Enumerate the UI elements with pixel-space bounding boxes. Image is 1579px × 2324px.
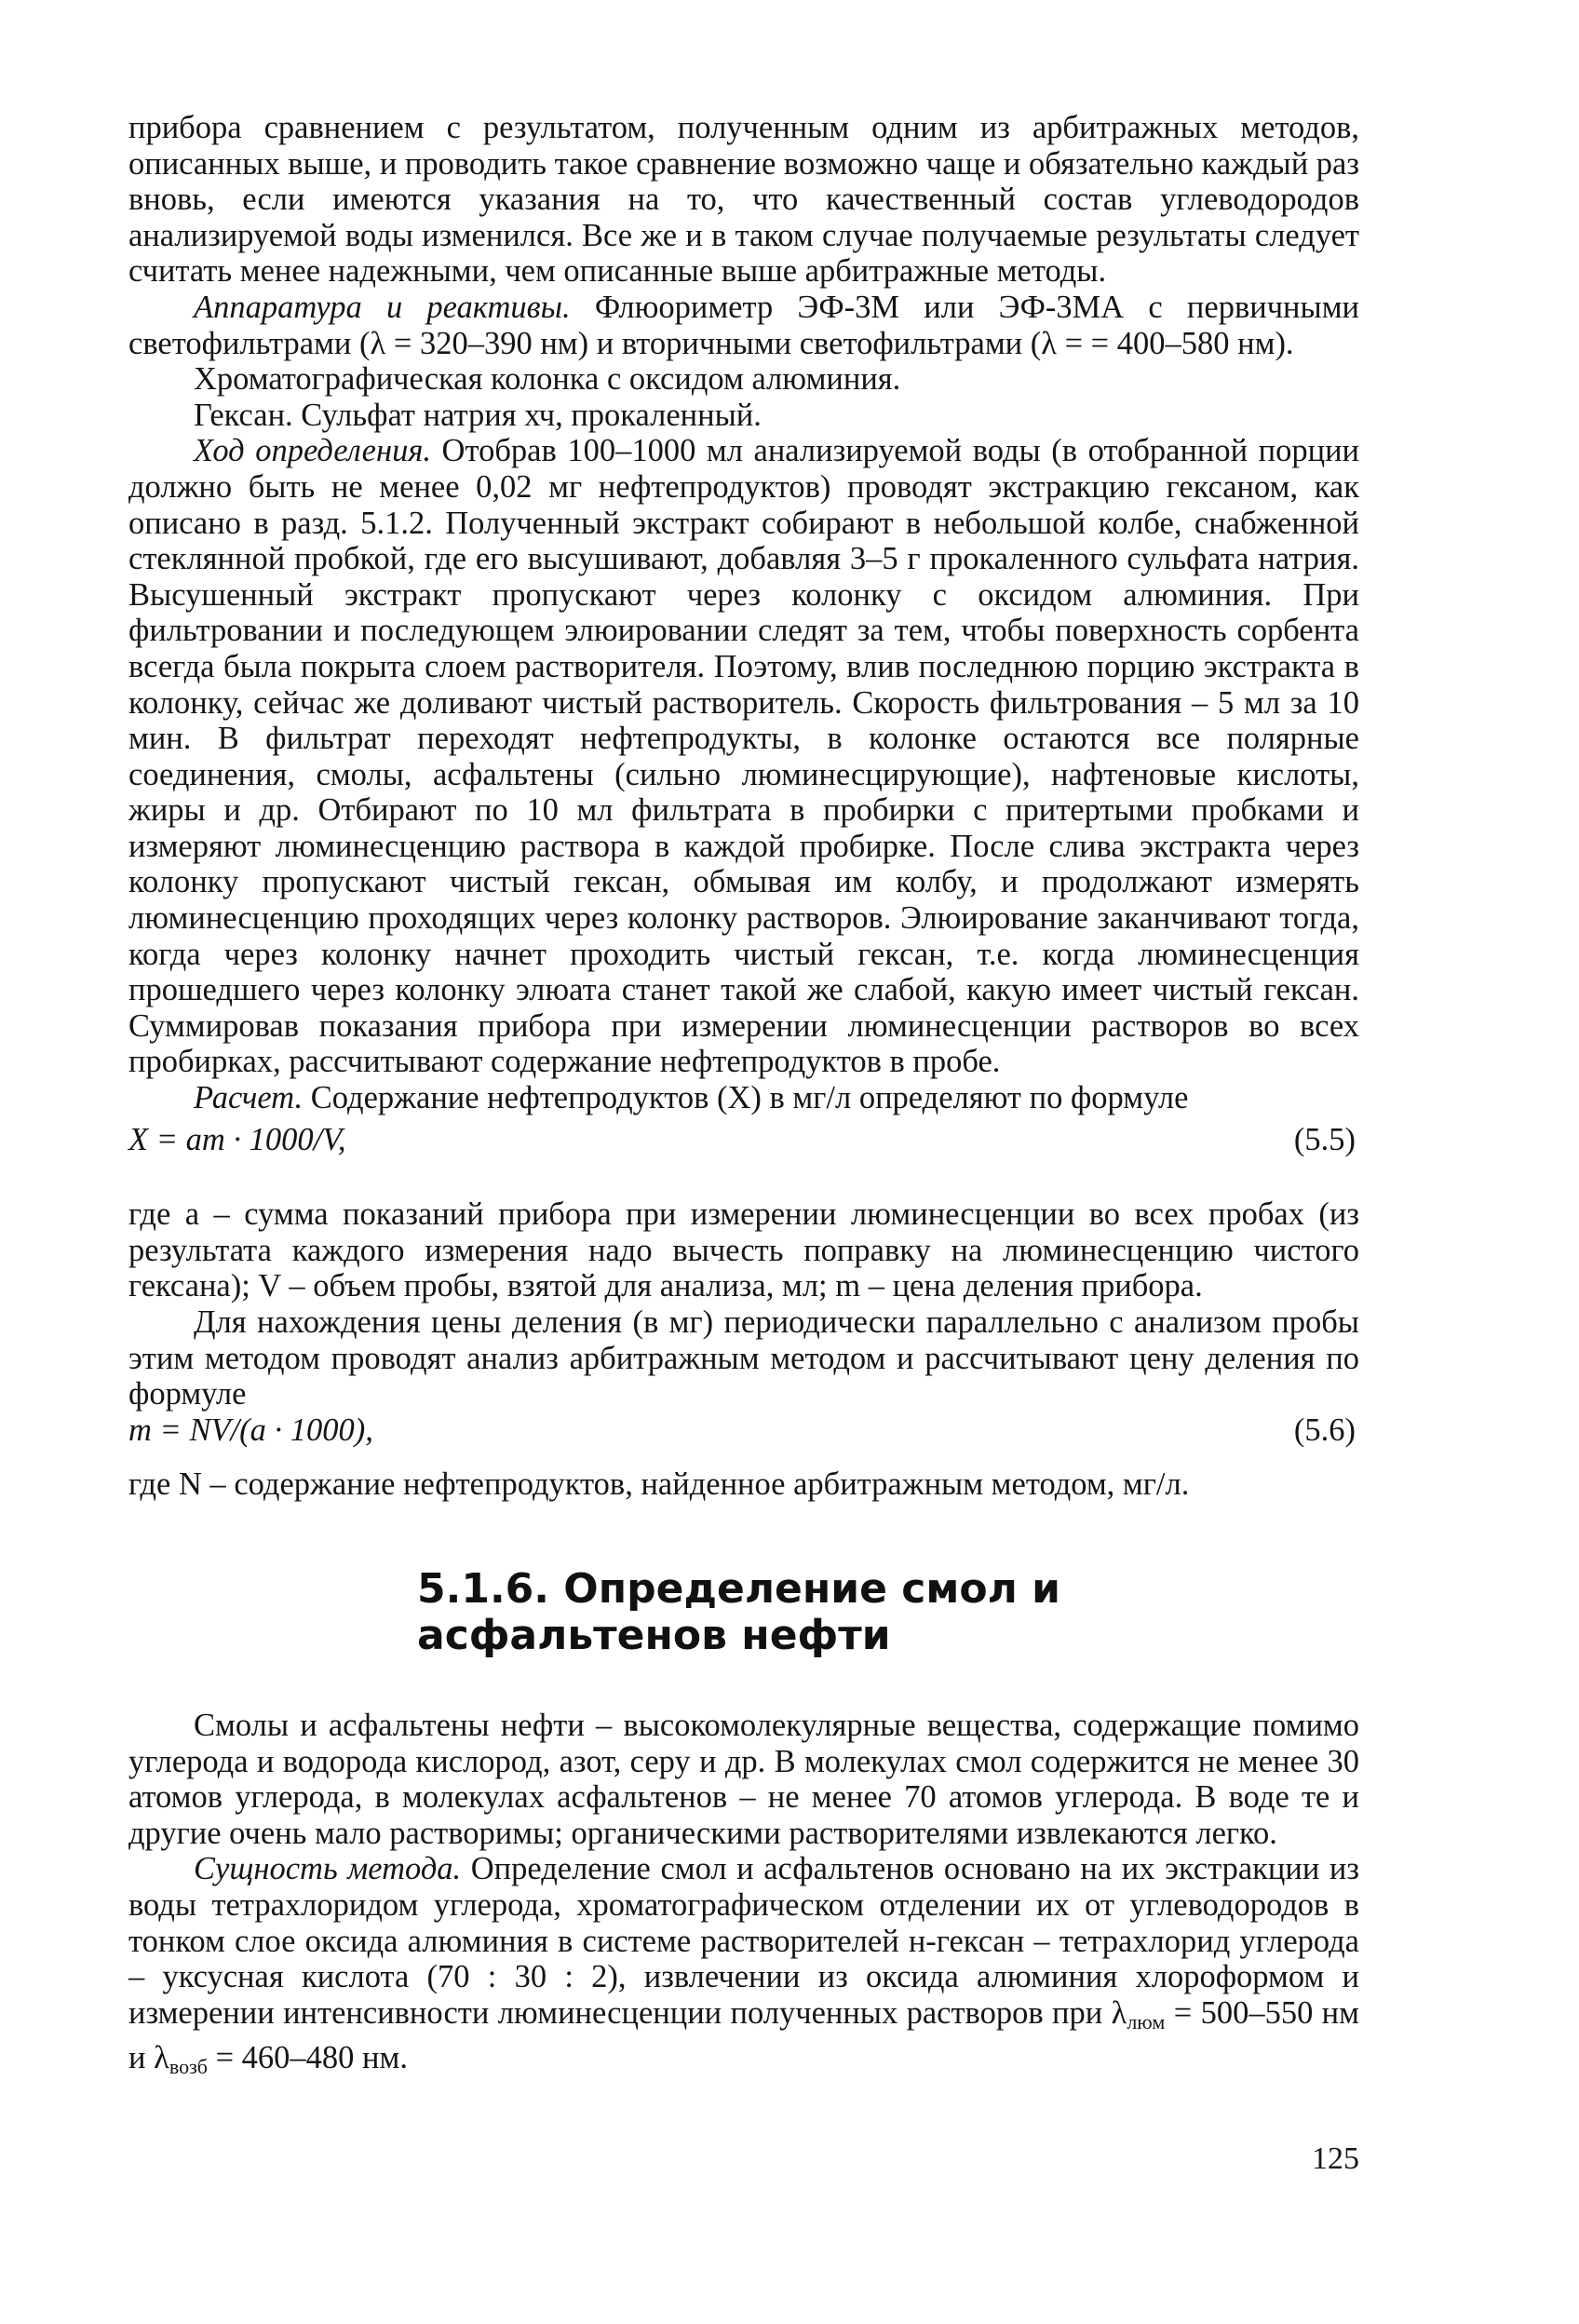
page-number: 125 [1312, 2142, 1359, 2176]
paragraph-intro: прибора сравнением с результатом, полученным одним из арбитражных методов, описанных выше, и проводить такое сравнение возможно чаще и обязательно каждый раз вновь, если имеются указания на то, что качественный состав углеводородов анализируемой воды изменился. Все же и в таком случае получаемые результаты следует считать менее надежными, чем описанные выше арбитражные методы. [128, 110, 1359, 290]
calculation-label: Расчет. [194, 1080, 304, 1116]
principle-text: Определение смол и асфальтенов основано на их экстракции из воды тетрахлоридом углерода, хроматографическом отделении их от углеводородов в тонком слое оксида алюминия в системе растворителей н-гексан – тетрахлорид углерода – уксусная кислота (70 : 30 : 2), извлечении из оксида алюминия хлороформом и измерении интенсивности люминесценции полученных растворов при λ [128, 1851, 1359, 2031]
formula-5-5-number: (5.5) [1293, 1121, 1356, 1157]
principle-label: Сущность метода. [194, 1851, 462, 1887]
principle-end: = 460–480 нм. [207, 2040, 408, 2076]
apparatus-label: Аппаратура и реактивы. [194, 289, 571, 325]
formula-5-6 [128, 1412, 1359, 1449]
paragraph-resins: Смолы и асфальтены нефти – высокомолекулярные вещества, содержащие помимо углерода и водорода кислород, азот, серу и др. В молекулах смол содержится не менее 30 атомов углерода, в молекулах асфальтенов – не менее 70 атомов углерода. В воде те и другие очень мало растворимы; органическими растворителями извлекаются легко. [128, 1707, 1359, 1851]
lambda-exc-subscript: возб [169, 2055, 208, 2079]
apparatus-text: Флюориметр ЭФ-3М или ЭФ-3МА с первичными светофильтрами (λ = 320–390 нм) и вторичными светофильтрами (λ = = 400–580 нм). [128, 289, 1359, 361]
paragraph-principle [128, 1851, 1359, 2086]
section-heading: 5.1.6. Определение смол и асфальтенов нефти [417, 1564, 1060, 1659]
formula-5-5-expression: X = am · 1000/V, [128, 1121, 346, 1157]
formula-5-5 [128, 1122, 1359, 1158]
paragraph-procedure [128, 433, 1359, 1080]
paragraph-where-2: где N – содержание нефтепродуктов, найденное арбитражным методом, мг/л. [128, 1466, 1190, 1503]
formula-5-6-number: (5.6) [1293, 1412, 1356, 1448]
page-body [128, 110, 1359, 2086]
paragraph-apparatus [128, 290, 1359, 361]
paragraph-division: Для нахождения цены деления (в мг) периодически параллельно с анализом пробы этим методом проводят анализ арбитражным методом и рассчитывают цену деления по формуле [128, 1304, 1359, 1412]
paragraph-calculation [128, 1080, 1359, 1116]
paragraph-where-1: где a – сумма показаний прибора при измерении люминесценции во всех пробах (из результата каждого измерения надо вычесть поправку на люминесценцию чистого гексана); V – объем пробы, взятой для анализа, мл; m – цена деления прибора. [128, 1196, 1359, 1304]
principle-mid: = 500–550 нм и λ [128, 1994, 1359, 2076]
paragraph-column: Хроматографическая колонка с оксидом алюминия. [194, 361, 901, 398]
procedure-label: Ход определения. [194, 433, 431, 469]
calculation-text: Содержание нефтепродуктов (X) в мг/л определяют по формуле [303, 1080, 1189, 1116]
lambda-lum-subscript: люм [1127, 2009, 1166, 2034]
formula-5-6-expression: m = NV/(a · 1000), [128, 1412, 373, 1448]
procedure-text: Отобрав 100–1000 мл анализируемой воды (в отобранной порции должно быть не менее 0,02 мг нефтепродуктов) проводят экстракцию гексаном, как описано в разд. 5.1.2. Полученный экстракт собирают в небольшой колбе, снабженной стеклянной пробкой, где его высушивают, добавляя 3–5 г прокаленного сульфата натрия. Высушенный экстракт пропускают через колонку с оксидом алюминия. При фильтровании и последующем элюировании следят за тем, чтобы поверхность сорбента всегда была покрыта слоем растворителя. Поэтому, влив последнюю порцию экстракта в колонку, сейчас же доливают чистый растворитель. Скорость фильтрования – 5 мл за 10 мин. В фильтрат переходят нефтепродукты, в колонке остаются все полярные соединения, смолы, асфальтены (сильно люминесцирующие), нафтеновые кислоты, жиры и др. Отбирают по 10 мл фильтрата в пробирки с притертыми пробками и измеряют люминесценцию раствора в каждой пробирке. После слива экстракта через колонку пропускают чистый гексан, обмывая им колбу, и продолжают измерять люминесценцию проходящих через колонку растворов. Элюирование заканчивают тогда, когда через колонку начнет проходить чистый гексан, т.е. когда люминесценция прошедшего через колонку элюата станет такой же слабой, какую имеет чистый гексан. Суммировав показания прибора при измерении люминесценции растворов во всех пробирках, рассчитывают содержание нефтепродуктов в пробе. [128, 433, 1359, 1080]
paragraph-reagents: Гексан. Сульфат натрия хч, прокаленный. [194, 397, 762, 433]
